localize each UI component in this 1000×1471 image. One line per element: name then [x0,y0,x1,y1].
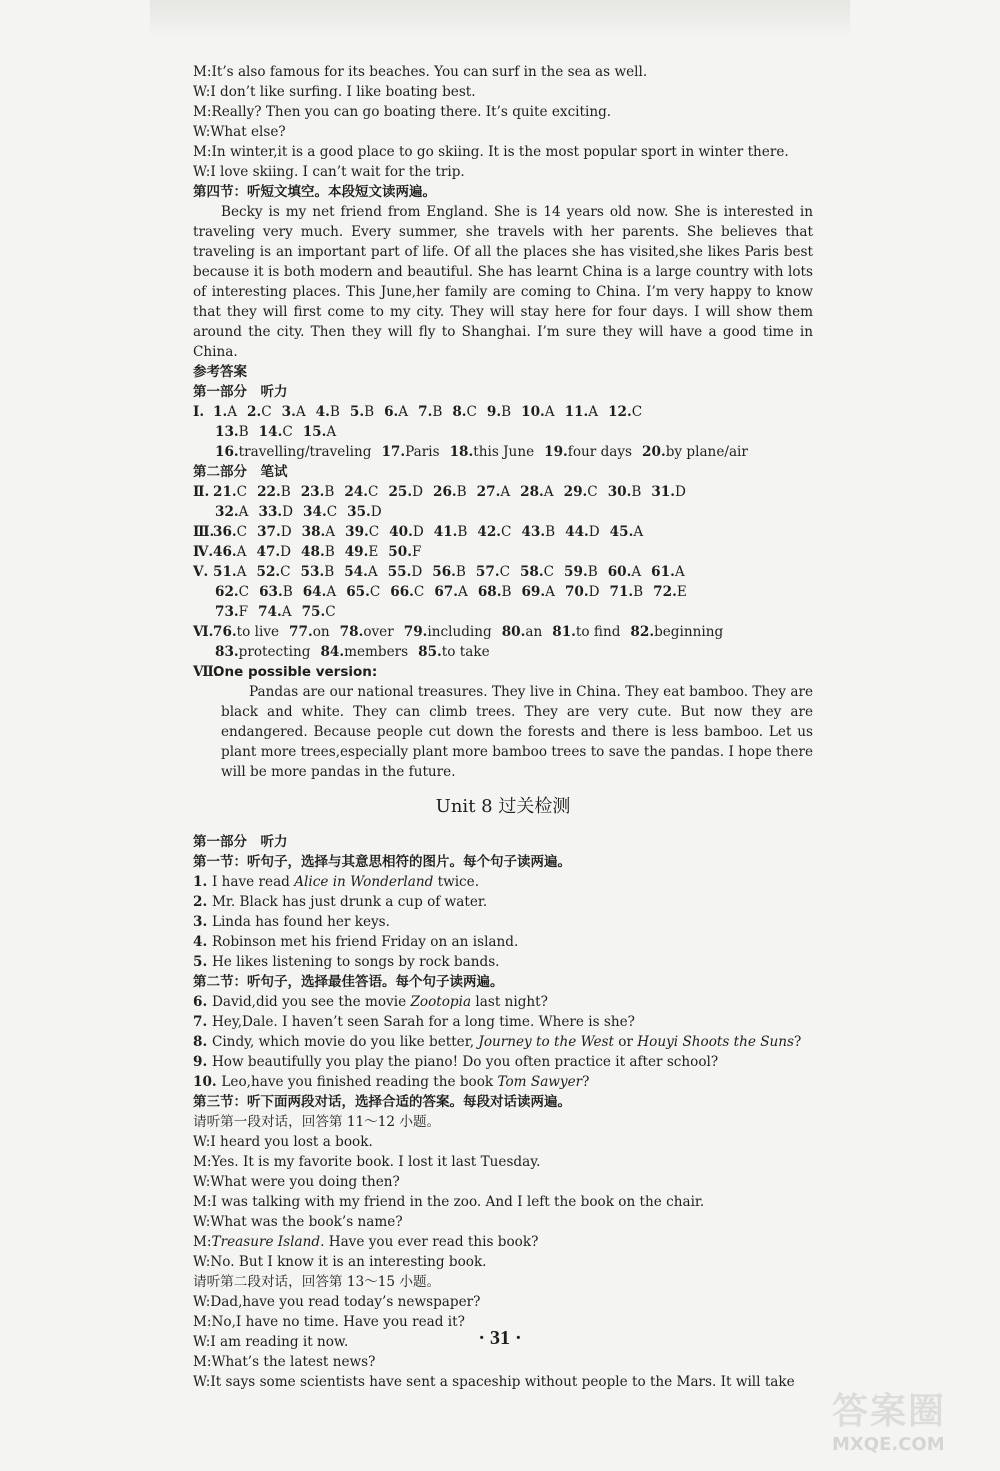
list-item: M:I was talking with my friend in the zoo. And I left the book on the chair. [193,1194,705,1210]
answers-I-row2 [193,422,813,442]
list-item: 1. I have read Alice in Wonderland twice. [193,874,480,890]
dialogue-line: W:I am reading it now. [193,1334,349,1350]
roman-label: Ⅵ. [193,624,214,640]
list-item: 4. Robinson met his friend Friday on an island. [193,934,519,950]
answer-item: 12.C [608,404,643,420]
answer-item: 30.B [607,484,642,500]
roman-label: Ⅱ. [193,484,210,500]
answer-item: 52.C [256,564,291,580]
answers-VII-heading-row [193,662,813,682]
answer-item: 5.B [349,404,375,420]
answer-item: 61.A [651,564,685,580]
answer-item: 29.C [563,484,598,500]
list-item: W:I heard you lost a book. [193,1134,373,1150]
u8-sec2-items [193,992,813,1092]
answer-item: 7.B [418,404,443,420]
list-item: 7. Hey,Dale. I haven’t seen Sarah for a long time. Where is she? [193,1014,635,1030]
answer-item: 81.to find [552,624,621,640]
answer-item: 82.beginning [630,624,724,640]
answer-item: 4.B [315,404,340,420]
roman-label: Ⅰ. [193,404,205,420]
answer-item: 13.B [215,424,249,440]
answer-item: 66.C [390,584,425,600]
answer-item: 75.C [301,604,336,620]
dialogue-line: M:It’s also famous for its beaches. You can surf in the sea as well. [193,64,648,80]
answer-item: 59.B [564,564,598,580]
list-item: 6. David,did you see the movie Zootopia last night? [193,994,548,1010]
answer-item: 72.E [653,584,687,600]
answer-item: 65.C [346,584,381,600]
answers-II-row1 [193,482,813,502]
vii-heading: One possible version: [213,664,378,680]
answers-IV-row [193,542,813,562]
answer-item: 67.A [434,584,468,600]
dialogue-line: M:Really? Then you can go boating there. It’s quite exciting. [193,104,612,120]
answer-item: 71.B [609,584,644,600]
answer-item: 84.members [320,644,409,660]
answer-item: 15.A [302,424,337,440]
section4-passage: Becky is my net friend from England. She is 14 years old now. She is interested in traveling very much. Every summer, she travels with her parents. She believes that traveling is an important part of life. Of all the places she has visited,she likes Paris best because it is both modern and beautiful. She has learnt China is a large country with lots of interesting places. This June,her family are coming to China. I’m very happy to know that they will first come to my city. They will stay here for four days. I will show them around the city. Then they will fly to Shanghai. I’m sure they will have a good time in China. [193,204,813,360]
list-item: 9. How beautifully you play the piano! Do you often practice it after school? [193,1054,719,1070]
answer-item: 57.C [475,564,510,580]
answer-item: 35.D [347,504,382,520]
roman-label: Ⅲ. [193,524,215,540]
answer-item: 48.B [301,544,335,560]
answer-item: 28.A [520,484,554,500]
answer-item: 53.B [300,564,335,580]
answer-item: 21.C [213,484,248,500]
answer-item: 2.C [247,404,272,420]
answer-item: 43.B [521,524,556,540]
answer-item: 26.B [433,484,467,500]
answer-item: 16.travelling/traveling [215,444,372,460]
u8-conv1-intro: 请听第一段对话，回答第 11～12 小题。 [193,1114,441,1130]
scan-top-shadow [150,0,850,40]
list-item: W:What were you doing then? [193,1174,400,1190]
answers-I-row3 [193,442,813,462]
dialogue-line: M:In winter,it is a good place to go skiing. It is the most popular sport in winter there. [193,144,789,160]
list-item: 2. Mr. Black has just drunk a cup of water. [193,894,488,910]
list-item: M:Treasure Island. Have you ever read this book? [193,1234,539,1250]
answers-V-row3 [193,602,813,622]
part2-heading: 第二部分 笔试 [193,464,288,480]
roman-label: Ⅳ. [193,544,214,560]
watermark-text: 答案圈 [832,1391,947,1432]
answer-item: 14.C [258,424,293,440]
answer-item: 69.A [521,584,555,600]
answer-item: 32.A [215,504,249,520]
answer-item: 42.C [477,524,512,540]
answer-item: 36.C [213,524,248,540]
list-item: 3. Linda has found her keys. [193,914,390,930]
answer-item: 77.on [289,624,330,640]
u8-sec1-items [193,872,813,972]
answer-item: 50.F [388,544,422,560]
answer-item: 1.A [213,404,238,420]
answer-item: 44.D [565,524,600,540]
answer-item: 62.C [215,584,250,600]
answers-VI-row1 [193,622,813,642]
answer-item: 37.D [257,524,292,540]
answers-VI-row2 [193,642,813,662]
answer-item: 22.B [257,484,291,500]
answer-item: 46.A [213,544,247,560]
answer-item: 31.D [651,484,686,500]
answer-item: 6.A [384,404,409,420]
answers-V-row1 [193,562,813,582]
list-item: 8. Cindy, which movie do you like better, Journey to the West or Houyi Shoots the Suns? [193,1034,802,1050]
answer-item: 41.B [433,524,468,540]
answer-item: 64.A [302,584,337,600]
answer-item: 19.four days [544,444,633,460]
watermark-logo [832,1383,982,1459]
list-item: W:What was the book’s name? [193,1214,403,1230]
answer-item: 51.A [213,564,247,580]
answer-item: 25.D [388,484,423,500]
u8-sec2-heading: 第二节：听句子，选择最佳答语。每个句子读两遍。 [193,974,504,990]
dialogue-line: W:Dad,have you read today’s newspaper? [193,1294,481,1310]
roman-label: Ⅶ. [193,664,219,680]
list-item: M:Yes. It is my favorite book. I lost it last Tuesday. [193,1154,541,1170]
answer-item: 17.Paris [381,444,440,460]
answers-I-row1 [193,402,813,422]
answers-heading: 参考答案 [193,364,247,380]
section4-heading: 第四节：听短文填空。本段短文读两遍。 [193,184,436,200]
answer-item: 70.D [564,584,600,600]
answers-II-row2 [193,502,813,522]
list-item: 5. He likes listening to songs by rock bands. [193,954,500,970]
u8-sec3-heading: 第三节：听下面两段对话，选择合适的答案。每段对话读两遍。 [193,1094,571,1110]
essay-passage: Pandas are our national treasures. They live in China. They eat bamboo. They are black and white. They can climb trees. They are very cute. But now they are endangered. Because people cut down the forests and there is less bamboo. Let us plant more trees,especially plant more bamboo trees to save the pandas. I hope there will be more pandas in the future. [221,684,813,780]
answer-item: 8.C [452,404,477,420]
u8-sec1-heading: 第一节：听句子，选择与其意思相符的图片。每个句子读两遍。 [193,854,571,870]
part1-heading: 第一部分 听力 [193,384,288,400]
answers-III-row [193,522,813,542]
answer-item: 78.over [339,624,394,640]
answer-item: 11.A [564,404,599,420]
dialogue-line: W:It says some scientists have sent a spaceship without people to the Mars. It will take [193,1374,795,1390]
answer-item: 39.C [345,524,380,540]
u8-conv1 [193,1132,813,1272]
answer-item: 40.D [389,524,424,540]
page-number: · 31 · [478,1327,522,1349]
u8-conv2-intro: 请听第二段对话，回答第 13～15 小题。 [193,1274,441,1290]
answer-item: 27.A [476,484,511,500]
answer-item: 23.B [300,484,335,500]
answer-item: 60.A [607,564,642,580]
answer-item: 34.C [303,504,338,520]
watermark-url: MXQE.COM [832,1434,945,1455]
answer-item: 47.D [256,544,292,560]
answer-item: 3.A [281,404,306,420]
dialogue-line: M:What’s the latest news? [193,1354,376,1370]
document-page [193,62,813,1392]
answer-item: 76.to live [213,624,280,640]
answer-item: 56.B [432,564,466,580]
answer-item: 73.F [215,604,249,620]
answer-item: 58.C [519,564,555,580]
dialogue-line: W:What else? [193,124,286,140]
answer-item: 20.by plane/air [642,444,748,460]
answer-item: 74.A [258,604,292,620]
answer-item: 85.to take [418,644,490,660]
answer-item: 33.D [258,504,294,520]
u8-part1-heading: 第一部分 听力 [193,834,288,850]
answer-item: 54.A [344,564,378,580]
dialogue-line: W:I don’t like surfing. I like boating best. [193,84,476,100]
answer-item: 10.A [521,404,555,420]
answer-item: 63.B [259,584,293,600]
answer-item: 80.an [501,624,543,640]
answer-item: 49.E [344,544,379,560]
unit8-title: Unit 8 过关检测 [435,796,571,817]
list-item: W:No. But I know it is an interesting book. [193,1254,487,1270]
answer-item: 45.A [609,524,644,540]
answer-item: 79.including [403,624,492,640]
answer-item: 55.D [387,564,423,580]
answer-item: 24.C [344,484,379,500]
answer-item: 68.B [477,584,512,600]
dialogue-top [193,62,813,182]
answer-item: 38.A [301,524,336,540]
roman-label: Ⅴ. [193,564,209,580]
answers-V-row2 [193,582,813,602]
dialogue-line: W:I love skiing. I can’t wait for the trip. [193,164,465,180]
dialogue-line: M:No,I have no time. Have you read it? [193,1314,465,1330]
answer-item: 83.protecting [215,644,311,660]
answer-item: 9.B [486,404,512,420]
answer-item: 18.this June [449,444,535,460]
list-item: 10. Leo,have you finished reading the book Tom Sawyer? [193,1074,590,1090]
